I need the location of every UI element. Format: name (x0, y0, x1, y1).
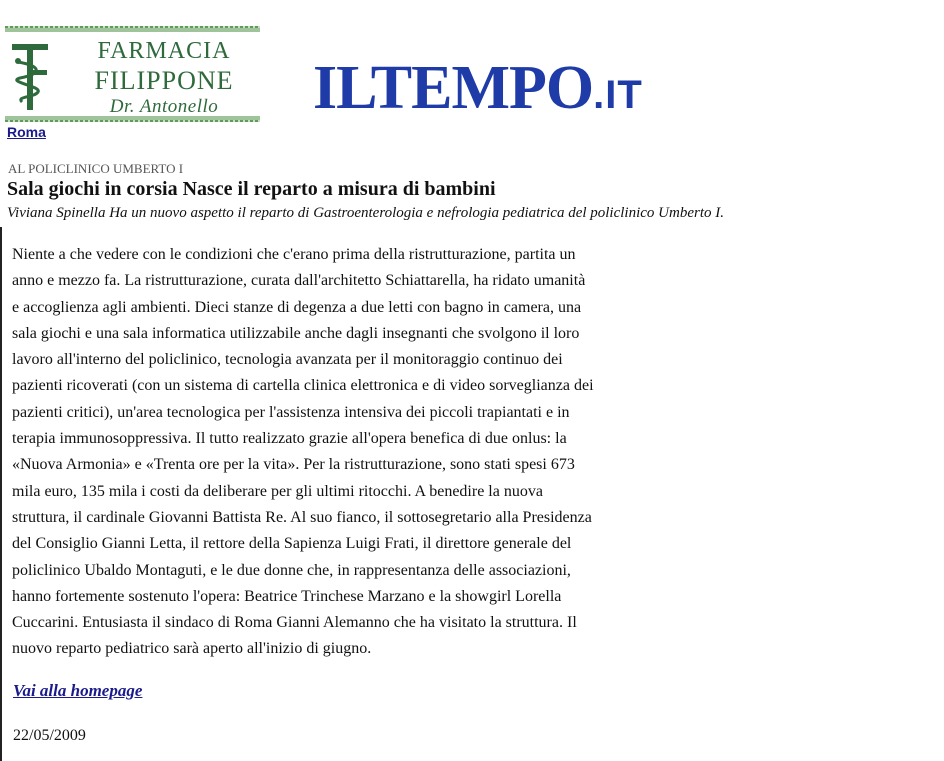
logo-top-band (5, 26, 260, 28)
article-subhead: Viviana Spinella Ha un nuovo aspetto il reparto di Gastroenterologia e nefrologia pediatrica del policlinico Umberto I. (7, 205, 724, 221)
pharmacy-owner: Dr. Antonello (109, 96, 219, 117)
body-line: mila euro, 135 mila i costi da deliberare per gli ultimi ritocchi. A benedire la nuova (12, 482, 543, 500)
body-line: e accoglienza agli ambienti. Dieci stanze di degenza a due letti con bagno in camera, una (12, 298, 582, 316)
body-line: nuovo reparto pediatrico sarà aperto all'inizio di giugno. (12, 640, 372, 658)
pharmacy-name-line1: FARMACIA (97, 38, 231, 64)
body-line: lavoro all'interno del policlinico, tecnologia avanzata per il monitoraggio continuo dei (12, 351, 563, 369)
masthead-name: ILTEMPO (313, 54, 594, 122)
pharmacy-logo (5, 26, 260, 122)
logo-bottom-band (5, 120, 260, 122)
body-line: pazienti ricoverati (con un sistema di cartella clinica elettronica e di video sorveglianza dei (12, 377, 594, 395)
body-line: sala giochi e una sala informatica utilizzabile anche dagli insegnanti che svolgono il loro (12, 324, 580, 342)
body-line: del Consiglio Gianni Letta, il rettore della Sapienza Luigi Frati, il direttore generale del (12, 535, 572, 553)
body-line: hanno fortemente sostenuto l'opera: Beatrice Trinchese Marzano e la showgirl Lorella (12, 587, 562, 605)
caduceus-icon (8, 42, 52, 112)
body-line: «Nuova Armonia» e «Trenta ore per la vita». Per la ristrutturazione, sono stati spesi 673 (12, 456, 575, 474)
article-headline: Sala giochi in corsia Nasce il reparto a misura di bambini (7, 178, 496, 200)
body-line: terapia immunosoppressiva. Il tutto realizzato grazie all'opera benefica di due onlus: la (12, 430, 567, 448)
masthead-suffix: .IT (593, 73, 643, 117)
article-kicker: AL POLICLINICO UMBERTO I (8, 161, 184, 176)
body-line: pazienti critici), un'area tecnologica per l'assistenza intensiva dei piccoli trapiantati e in (12, 403, 570, 421)
newspaper-masthead (313, 54, 643, 122)
body-line: policlinico Ubaldo Montaguti, e le due donne che, in rappresentanza delle associazioni, (12, 561, 571, 579)
homepage-link[interactable]: Vai alla homepage (13, 681, 143, 700)
pharmacy-name-line2: FILIPPONE (94, 66, 234, 95)
body-line: anno e mezzo fa. La ristrutturazione, curata dall'architetto Schiattarella, ha ridato umanità (12, 272, 586, 290)
article-body (12, 242, 727, 663)
body-line: Niente a che vedere con le condizioni che c'erano prima della ristrutturazione, partita un (12, 246, 576, 263)
body-line: struttura, il cardinale Giovanni Battista Re. Al suo fianco, il sottosegretario alla Presidenza (12, 508, 592, 526)
body-line: Cuccarini. Entusiasta il sindaco di Roma Gianni Alemanno che ha visitato la struttura. Il (12, 614, 577, 632)
article-date: 22/05/2009 (13, 727, 86, 744)
section-link-roma[interactable]: Roma (7, 124, 46, 140)
